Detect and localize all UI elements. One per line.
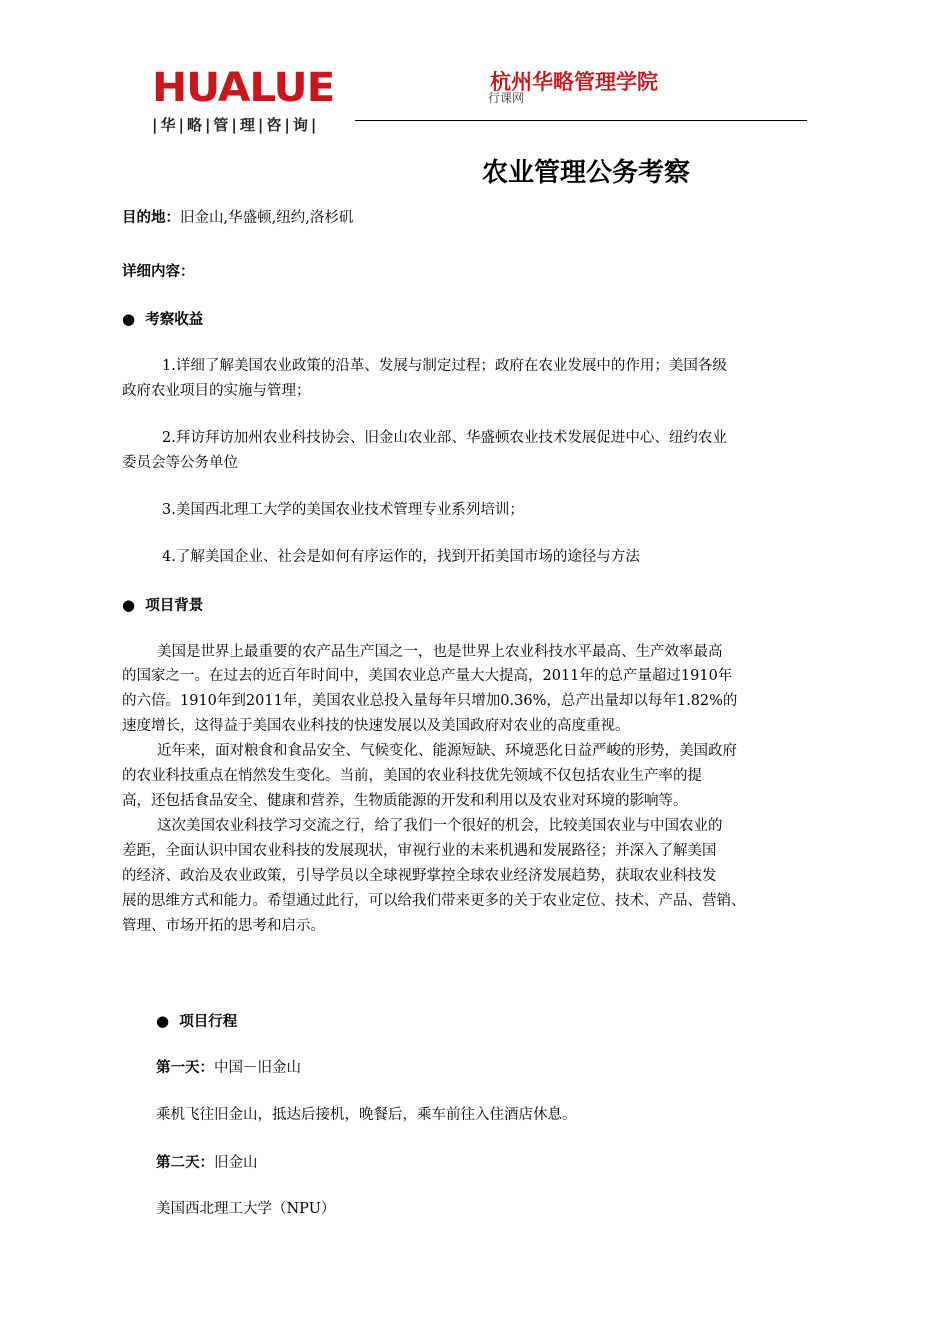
day1-text: 乘机飞往旧金山，抵达后接机，晚餐后，乘车前往入住酒店休息。 bbox=[156, 1107, 577, 1123]
benefit-line: 3.美国西北理工大学的美国农业技术管理专业系列培训； bbox=[162, 502, 524, 518]
background-line: 的国家之一。在过去的近百年时间中，美国农业总产量大大提高，2011年的总产量超过1910年 bbox=[122, 668, 733, 684]
day2-heading bbox=[156, 1151, 258, 1175]
section-title: 项目背景 bbox=[145, 598, 204, 614]
details-label: 详细内容： bbox=[122, 264, 195, 280]
benefit-line: 政府农业项目的实施与管理； bbox=[122, 383, 311, 399]
bullet-icon: ● bbox=[122, 596, 136, 614]
header-divider bbox=[355, 120, 807, 121]
bullet-icon: ● bbox=[122, 310, 136, 328]
hualue-logo: HUALUE bbox=[152, 65, 335, 111]
document-title: 农业管理公务考察 bbox=[482, 158, 691, 188]
destination-value: 旧金山,华盛顿,纽约,洛杉矶 bbox=[180, 210, 354, 226]
background-line: 展的思维方式和能力。希望通过此行，可以给我们带来更多的关于农业定位、技术、产品、营销、 bbox=[122, 893, 746, 909]
institute-name: 杭州华略管理学院 bbox=[490, 70, 658, 94]
section-heading-itinerary bbox=[156, 1009, 237, 1034]
day-place: 旧金山 bbox=[214, 1155, 258, 1171]
day-label: 第一天： bbox=[156, 1060, 214, 1076]
background-line: 的六倍。1910年到2011年，美国农业总投入量每年只增加0.36%，总产出量却以每年1.82%的 bbox=[122, 693, 738, 709]
background-line: 高，还包括食品安全、健康和营养，生物质能源的开发和利用以及农业对环境的影响等。 bbox=[122, 793, 688, 809]
background-line: 近年来，面对粮食和食品安全、气候变化、能源短缺、环境恶化日益严峻的形势，美国政府 bbox=[157, 743, 737, 759]
day-label: 第二天： bbox=[156, 1155, 214, 1171]
background-line: 美国是世界上最重要的农产品生产国之一，也是世界上农业科技水平最高、生产效率最高 bbox=[157, 644, 723, 660]
benefit-line: 委员会等公务单位 bbox=[122, 455, 238, 471]
section-title: 考察收益 bbox=[145, 312, 204, 328]
background-line: 的农业科技重点在悄然发生变化。当前，美国的农业科技优先领域不仅包括农业生产率的提 bbox=[122, 768, 702, 784]
institute-subtitle: 行课网 bbox=[488, 91, 525, 105]
section-heading-benefits bbox=[122, 307, 203, 332]
bullet-icon: ● bbox=[156, 1012, 170, 1030]
day2-text: 美国西北理工大学（NPU） bbox=[156, 1201, 336, 1217]
background-line: 差距，全面认识中国农业科技的发展现状，审视行业的未来机遇和发展路径；并深入了解美国 bbox=[122, 843, 717, 859]
section-heading-background bbox=[122, 593, 203, 618]
background-line: 速度增长，这得益于美国农业科技的快速发展以及美国政府对农业的高度重视。 bbox=[122, 718, 630, 734]
background-line: 的经济、政治及农业政策，引导学员以全球视野掌控全球农业经济发展趋势，获取农业科技发 bbox=[122, 868, 717, 884]
benefit-line: 1.详细了解美国农业政策的沿革、发展与制定过程；政府在农业发展中的作用；美国各级 bbox=[162, 358, 727, 374]
destination-label: 目的地： bbox=[122, 210, 180, 226]
background-line: 管理、市场开拓的思考和启示。 bbox=[122, 918, 325, 934]
benefit-line: 2.拜访拜访加州农业科技协会、旧金山农业部、华盛顿农业技术发展促进中心、纽约农业 bbox=[162, 430, 727, 446]
destination-line bbox=[122, 206, 353, 230]
section-title: 项目行程 bbox=[179, 1014, 238, 1030]
background-line: 这次美国农业科技学习交流之行，给了我们一个很好的机会，比较美国农业与中国农业的 bbox=[157, 818, 723, 834]
day1-heading bbox=[156, 1056, 301, 1080]
day-place: 中国－旧金山 bbox=[214, 1060, 301, 1076]
benefit-line: 4.了解美国企业、社会是如何有序运作的，找到开拓美国市场的途径与方法 bbox=[162, 549, 640, 565]
logo-subtitle: |华|略|管|理|咨|询| bbox=[152, 116, 320, 134]
